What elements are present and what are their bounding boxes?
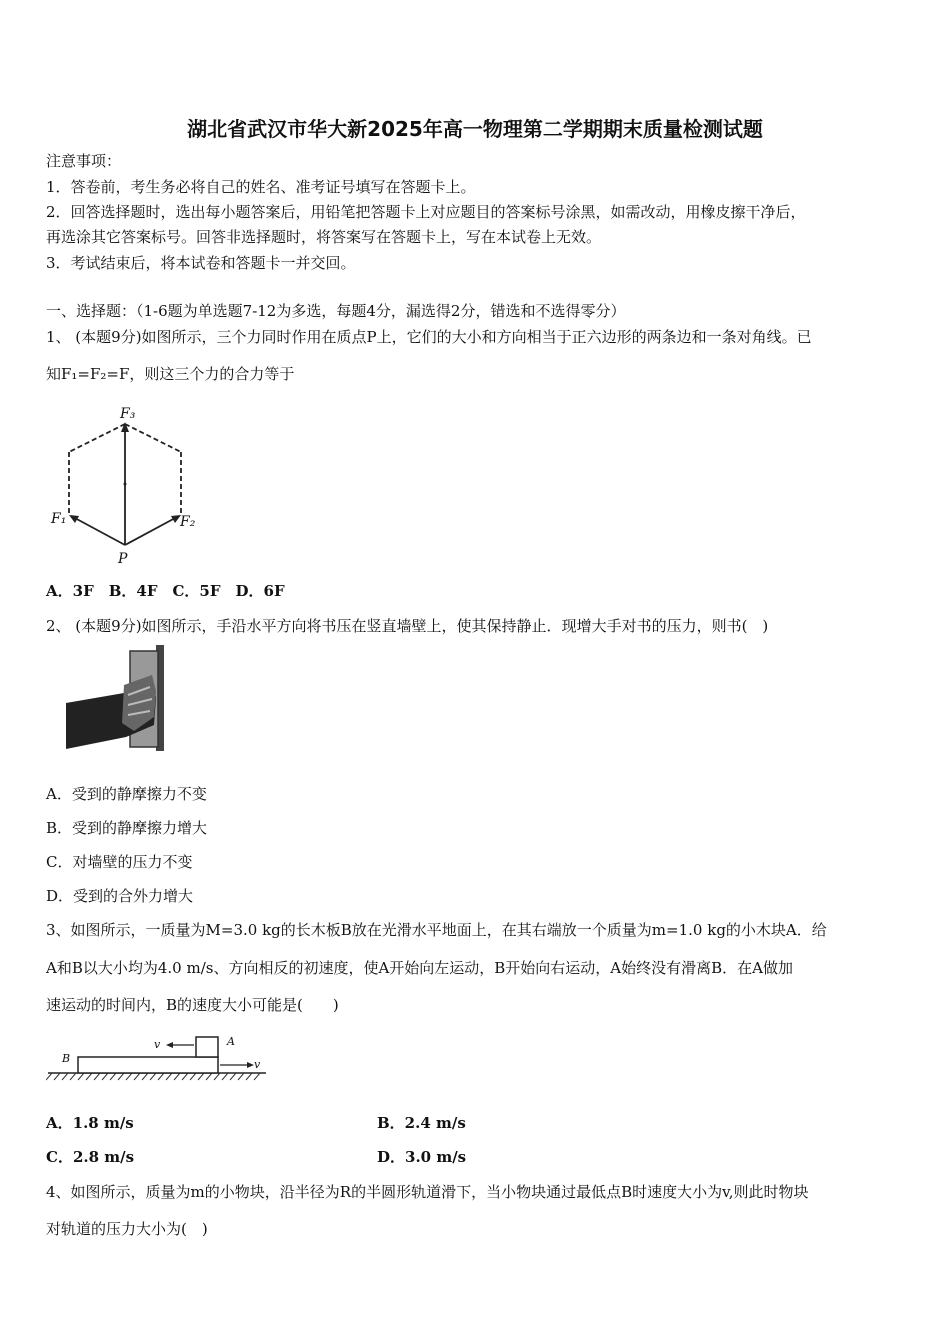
q3-option-d: D．3.0 m/s bbox=[377, 1148, 467, 1166]
q2-option-d: D．受到的合外力增大 bbox=[46, 887, 194, 905]
notice-item: 3．考试结束后，将本试卷和答题卡一并交回。 bbox=[46, 254, 356, 272]
q2-stem: 2、 (本题9分)如图所示，手沿水平方向将书压在竖直墙壁上，使其保持静止．现增大手对书的压力，则书( ) bbox=[46, 617, 769, 635]
q4-stem-line2: 对轨道的压力大小为( ) bbox=[46, 1220, 208, 1238]
label-f2: F₂ bbox=[180, 514, 196, 530]
q2-option-c: C．对墙壁的压力不变 bbox=[46, 853, 193, 871]
board-b bbox=[78, 1057, 218, 1073]
q1-stem-line2: 知F₁=F₂=F，则这三个力的合力等于 bbox=[46, 365, 295, 383]
q4-stem-line1: 4、如图所示，质量为m的小物块，沿半径为R的半圆形轨道滑下，当小物块通过最低点B时速度大小为v,则此时物块 bbox=[46, 1183, 809, 1201]
hexagon-edge bbox=[69, 424, 125, 452]
label-b: B bbox=[62, 1052, 71, 1065]
q1-stem-line1: 1、 (本题9分)如图所示，三个力同时作用在质点P上，它们的大小和方向相当于正六边形的两条边和一条对角线。已 bbox=[46, 328, 812, 346]
q3-stem-line2: A和B以大小均为4.0 m/s、方向相反的初速度，使A开始向左运动，B开始向右运动，A始终没有滑离B．在A做加 bbox=[46, 959, 794, 977]
force-f1-arrow bbox=[73, 517, 125, 545]
q3-stem-line3: 速运动的时间内，B的速度大小可能是( ) bbox=[46, 996, 339, 1014]
label-f1: F₁ bbox=[51, 511, 67, 527]
q2-hand-book-photo bbox=[64, 645, 176, 753]
hexagon-edge bbox=[125, 424, 181, 452]
notice-heading: 注意事项： bbox=[46, 152, 122, 170]
q3-board-block-figure bbox=[46, 1030, 271, 1085]
page-title: 湖北省武汉市华大新2025年高一物理第二学期期末质量检测试题 bbox=[187, 117, 763, 141]
label-v-right: v bbox=[254, 1058, 261, 1071]
label-v-left: v bbox=[154, 1038, 161, 1051]
q3-option-a: A．1.8 m/s bbox=[46, 1114, 134, 1132]
notice-item: 2．回答选择题时，选出每小题答案后，用铅笔把答题卡上对应题目的答案标号涂黑，如需改动，用橡皮擦干净后， bbox=[46, 203, 806, 221]
q1-hexagon-figure bbox=[48, 400, 208, 570]
section-heading: 一、选择题：（1-6题为单选题7-12为多选，每题4分，漏选得2分，错选和不选得零分） bbox=[46, 302, 626, 320]
q2-option-a: A．受到的静摩擦力不变 bbox=[46, 785, 207, 803]
q3-option-c: C．2.8 m/s bbox=[46, 1148, 135, 1166]
q3-option-b: B．2.4 m/s bbox=[377, 1114, 466, 1132]
q2-option-b: B．受到的静摩擦力增大 bbox=[46, 819, 208, 837]
force-f2-arrow bbox=[125, 517, 177, 545]
label-p: P bbox=[118, 551, 128, 567]
notice-item: 再选涂其它答案标号。回答非选择题时，将答案写在答题卡上，写在本试卷上无效。 bbox=[46, 228, 602, 246]
notice-item: 1．答卷前，考生务必将自己的姓名、准考证号填写在答题卡上。 bbox=[46, 178, 476, 196]
q3-stem-line1: 3、如图所示，一质量为M=3.0 kg的长木板B放在光滑水平地面上，在其右端放一个质量为m=1.0 kg的小木块A．给 bbox=[46, 921, 827, 939]
block-a bbox=[196, 1037, 218, 1057]
label-f3: F₃ bbox=[120, 406, 136, 422]
q1-options: A．3F B．4F C．5F D．6F bbox=[46, 582, 285, 600]
label-a: A bbox=[227, 1035, 235, 1048]
